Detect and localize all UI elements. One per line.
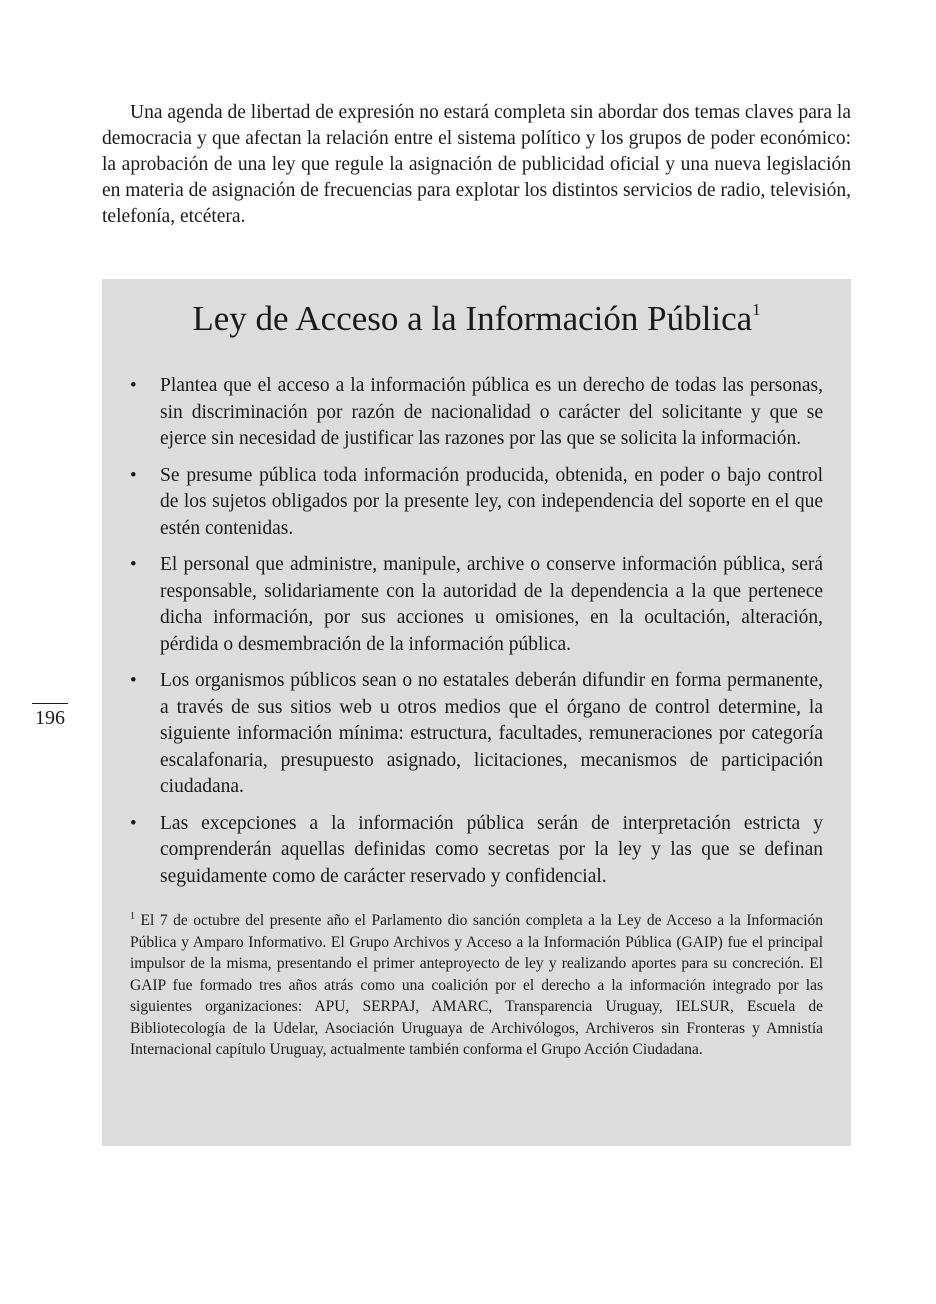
- list-item-text: El personal que administre, manipule, archive o conserve información pública, será responsable, solidariamente con la autoridad de la dependencia a la que pertenece dicha información, por sus acciones u omisiones, en la ocultación, alteración, pérdida o desmembración de la información pública.: [160, 554, 823, 655]
- list-item: [130, 668, 823, 801]
- page-number-rule: [32, 703, 68, 704]
- bullet-icon: •: [130, 670, 137, 691]
- bullet-icon: •: [130, 554, 137, 575]
- info-box: [102, 279, 851, 1146]
- title-footnote-mark: 1: [752, 300, 761, 320]
- list-item: [130, 463, 823, 543]
- footnote: [130, 910, 823, 1061]
- list-item: [130, 552, 823, 658]
- list-item: [130, 811, 823, 891]
- list-item-text: Plantea que el acceso a la información pública es un derecho de todas las personas, sin discriminación por razón de nacionalidad o carácter del solicitante y que se ejerce sin necesidad de justificar las razones por las que se solicita la información.: [160, 375, 823, 449]
- page-number: 196: [35, 707, 65, 729]
- bullet-icon: •: [130, 812, 137, 834]
- box-title-text: Ley de Acceso a la Información Pública: [192, 299, 753, 338]
- list-item: [130, 373, 823, 453]
- page-number-block: [32, 703, 68, 730]
- intro-paragraph: Una agenda de libertad de expresión no estará completa sin abordar dos temas claves para la democracia y que afectan la relación entre el sistema político y los grupos de poder económico: la aprobación de una ley que regule la asignación de publicidad oficial y una nueva legislación en materia de asignación de frecuencias para explotar los distintos servicios de radio, televisión, telefonía, etcétera.: [102, 102, 851, 227]
- box-title: [130, 297, 823, 341]
- bullet-icon: •: [130, 464, 137, 486]
- bullet-icon: •: [130, 375, 137, 396]
- footnote-mark: 1: [130, 910, 135, 922]
- list-item-text: Los organismos públicos sean o no estatales deberán difundir en forma permanente, a través de sus sitios web u otros medios que el órgano de control determine, la siguiente información mínima: estructura, facultades, remuneraciones por categoría escalafonaria, presupuesto asignado, licitaciones, mecanismos de participación ciudadana.: [160, 670, 823, 797]
- bullet-list: [130, 373, 823, 890]
- list-item-text: Se presume pública toda información producida, obtenida, en poder o bajo control de los sujetos obligados por la presente ley, con independencia del soporte en el que estén contenidas.: [160, 464, 823, 539]
- footnote-text: El 7 de octubre del presente año el Parlamento dio sanción completa a la Ley de Acceso a la Información Pública y Amparo Informativo. El Grupo Archivos y Acceso a la Información Pública (GAIP) fue el principal impulsor de la misma, presentando el primer anteproyecto de ley y realizando aportes para su concreción. El GAIP fue formado tres años atrás como una coalición por el derecho a la información integrado por las siguientes organizaciones: APU, SERPAJ, AMARC, Transparencia Uruguay, IELSUR, Escuela de Bibliotecología de la Udelar, Asociación Uruguaya de Archivólogos, Archiveros sin Fronteras y Amnistía Internacional capítulo Uruguay, actualmente también conforma el Grupo Acción Ciudadana.: [130, 912, 823, 1058]
- list-item-text: Las excepciones a la información pública serán de interpretación estricta y comprenderán aquellas definidas como secretas por la ley y las que se definan seguidamente como de carácter reservado y confidencial.: [160, 812, 823, 887]
